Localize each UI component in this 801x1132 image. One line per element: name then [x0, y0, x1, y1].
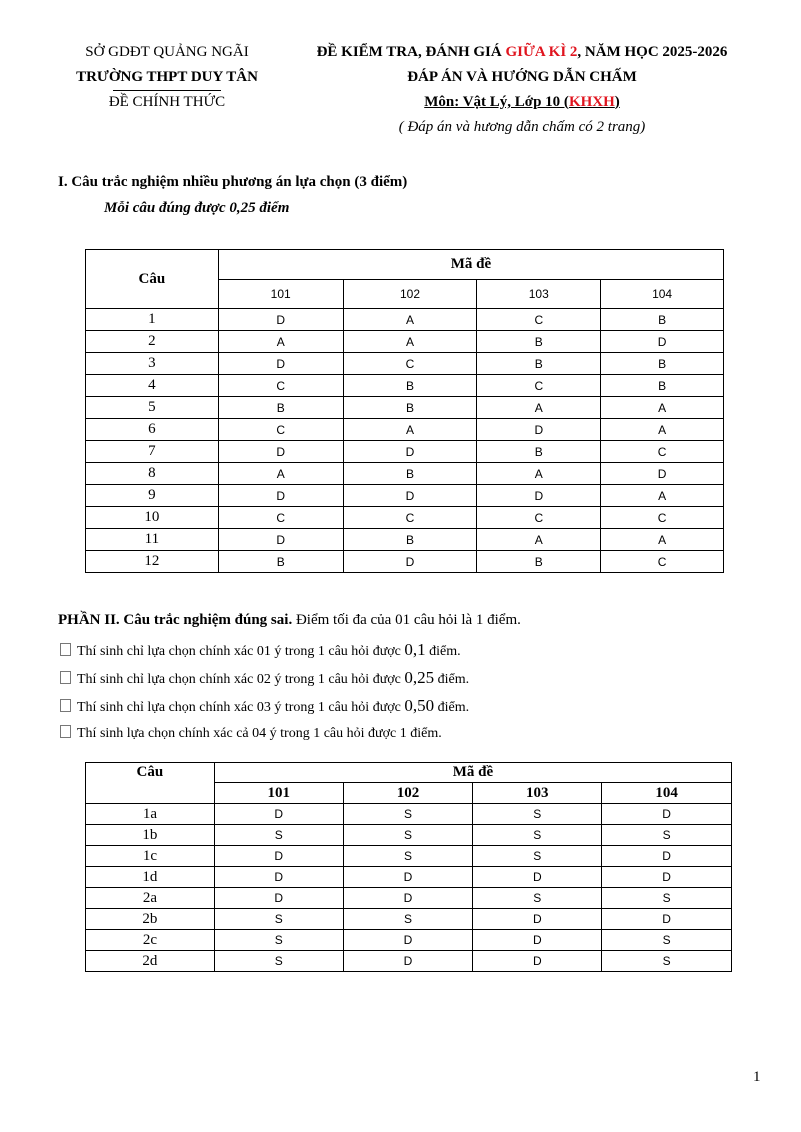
answer-cell: B — [477, 331, 601, 353]
rule-unit: điểm. — [434, 700, 470, 715]
part2-title: PHẦN II. Câu trắc nghiệm đúng sai. Điểm tối đa của 01 câu hỏi là 1 điểm. — [58, 612, 521, 628]
rule-item — [60, 720, 469, 748]
answer-cell: S — [602, 825, 732, 846]
answer-cell: D — [214, 804, 343, 825]
question-number: 10 — [86, 507, 219, 529]
answer-cell: B — [218, 551, 343, 573]
header-right — [285, 40, 759, 140]
question-number: 2 — [86, 331, 219, 353]
answer-cell: A — [477, 463, 601, 485]
table-row — [86, 419, 724, 441]
table-row — [86, 463, 724, 485]
answer-cell: B — [343, 397, 477, 419]
checkbox-glyph-icon — [60, 643, 71, 656]
part1-subtitle: Mỗi câu đúng được 0,25 điểm — [104, 200, 290, 216]
exam-subtitle: ĐÁP ÁN VÀ HƯỚNG DẪN CHẤM — [407, 69, 637, 85]
rule-score: 0,1 — [404, 640, 426, 659]
part2-group-header: Mã đề — [214, 763, 731, 783]
table-row — [86, 888, 732, 909]
answer-cell: A — [218, 331, 343, 353]
answer-cell: S — [343, 909, 473, 930]
question-item: 1c — [86, 846, 215, 867]
question-number: 9 — [86, 485, 219, 507]
answer-cell: S — [214, 909, 343, 930]
answer-cell: D — [601, 463, 724, 485]
answer-cell: S — [343, 804, 473, 825]
answer-cell: D — [343, 485, 477, 507]
question-number: 5 — [86, 397, 219, 419]
answer-cell: S — [214, 930, 343, 951]
answer-cell: D — [473, 867, 602, 888]
answer-cell: D — [602, 867, 732, 888]
answer-cell: A — [477, 397, 601, 419]
rule-score: 0,25 — [404, 668, 435, 687]
question-number: 6 — [86, 419, 219, 441]
rule-text: Thí sinh lựa chọn chính xác cả 04 ý trong 1 câu hỏi được 1 điểm. — [77, 726, 442, 741]
answer-cell: D — [218, 441, 343, 463]
part1-code-header: 104 — [601, 280, 724, 309]
answer-cell: A — [343, 419, 477, 441]
table-row — [86, 441, 724, 463]
answer-cell: C — [218, 375, 343, 397]
exam-title: ĐỀ KIỂM TRA, ĐÁNH GIÁ GIỮA KÌ 2, NĂM HỌC 2025-2026 — [316, 44, 728, 60]
part1-col-header-cau: Câu — [86, 250, 219, 309]
question-item: 1a — [86, 804, 215, 825]
checkbox-glyph-icon — [60, 699, 71, 712]
answer-cell: S — [602, 888, 732, 909]
table-row — [86, 846, 732, 867]
question-item: 1b — [86, 825, 215, 846]
question-item: 2a — [86, 888, 215, 909]
answer-cell: B — [343, 463, 477, 485]
table-row — [86, 397, 724, 419]
answer-cell: A — [218, 463, 343, 485]
question-item: 2b — [86, 909, 215, 930]
question-item: 2c — [86, 930, 215, 951]
header-left — [62, 40, 272, 115]
answer-cell: D — [343, 551, 477, 573]
answer-cell: C — [601, 507, 724, 529]
part2-code-header: 101 — [214, 783, 343, 804]
answer-cell: D — [477, 485, 601, 507]
part1-title: I. Câu trắc nghiệm nhiều phương án lựa chọn (3 điểm) — [58, 174, 408, 190]
answer-cell: C — [477, 309, 601, 331]
rule-unit: điểm. — [434, 672, 470, 687]
answer-cell: B — [477, 353, 601, 375]
question-number: 4 — [86, 375, 219, 397]
answer-cell: S — [473, 825, 602, 846]
page-number: 1 — [753, 1069, 761, 1085]
answer-cell: B — [343, 529, 477, 551]
answer-cell: A — [343, 309, 477, 331]
table-row — [86, 825, 732, 846]
part2-rules — [60, 636, 469, 748]
answer-cell: D — [343, 867, 473, 888]
question-item: 1d — [86, 867, 215, 888]
checkbox-glyph-icon — [60, 671, 71, 684]
answer-cell: S — [214, 825, 343, 846]
answer-cell: S — [343, 825, 473, 846]
answer-cell: D — [218, 309, 343, 331]
part2-answer-table — [85, 762, 732, 972]
part1-group-header: Mã đề — [218, 250, 723, 280]
answer-cell: A — [601, 397, 724, 419]
question-number: 12 — [86, 551, 219, 573]
part1-answer-table — [85, 249, 724, 573]
answer-cell: D — [343, 441, 477, 463]
answer-cell: C — [601, 441, 724, 463]
answer-cell: S — [473, 888, 602, 909]
answer-cell: D — [214, 846, 343, 867]
answer-cell: D — [214, 867, 343, 888]
answer-cell: B — [601, 353, 724, 375]
table-row — [86, 951, 732, 972]
rule-unit: điểm. — [425, 644, 461, 659]
answer-cell: C — [218, 507, 343, 529]
part1-code-header: 102 — [343, 280, 477, 309]
table-row — [86, 331, 724, 353]
answer-cell: B — [601, 375, 724, 397]
rule-item — [60, 636, 469, 664]
checkbox-glyph-icon — [60, 725, 71, 738]
answer-cell: D — [602, 846, 732, 867]
answer-cell: S — [473, 804, 602, 825]
answer-cell: D — [473, 951, 602, 972]
answer-cell: D — [218, 529, 343, 551]
table-row — [86, 375, 724, 397]
subject-line: Môn: Vật Lý, Lớp 10 (KHXH) — [424, 94, 620, 110]
question-number: 11 — [86, 529, 219, 551]
question-number: 7 — [86, 441, 219, 463]
answer-cell: C — [477, 507, 601, 529]
table-row — [86, 353, 724, 375]
table-row — [86, 507, 724, 529]
table-row — [86, 551, 724, 573]
table-row — [86, 909, 732, 930]
answer-cell: D — [214, 888, 343, 909]
answer-cell: B — [343, 375, 477, 397]
answer-cell: D — [477, 419, 601, 441]
answer-cell: S — [473, 846, 602, 867]
table-row — [86, 930, 732, 951]
answer-cell: B — [477, 441, 601, 463]
rule-score: 0,50 — [404, 696, 435, 715]
answer-cell: C — [601, 551, 724, 573]
answer-cell: D — [602, 909, 732, 930]
part2-code-header: 102 — [343, 783, 473, 804]
part2-code-header: 104 — [602, 783, 732, 804]
rule-item — [60, 692, 469, 720]
table-row — [86, 485, 724, 507]
table-row — [86, 867, 732, 888]
answer-cell: S — [214, 951, 343, 972]
answer-cell: S — [602, 930, 732, 951]
table-row — [86, 804, 732, 825]
answer-cell: D — [473, 909, 602, 930]
part1-code-header: 101 — [218, 280, 343, 309]
answer-cell: D — [343, 930, 473, 951]
part2-code-header: 103 — [473, 783, 602, 804]
answer-cell: A — [601, 419, 724, 441]
answer-cell: D — [218, 353, 343, 375]
answer-cell: C — [218, 419, 343, 441]
answer-cell: B — [477, 551, 601, 573]
part2-header-spacer — [86, 783, 215, 804]
answer-cell: A — [601, 529, 724, 551]
school-name: TRƯỜNG THPT DUY TÂN — [76, 69, 258, 85]
answer-cell: B — [218, 397, 343, 419]
answer-cell: D — [343, 888, 473, 909]
answer-cell: A — [477, 529, 601, 551]
question-number: 8 — [86, 463, 219, 485]
answer-cell: C — [343, 507, 477, 529]
rule-text: Thí sinh chỉ lựa chọn chính xác 01 ý trong 1 câu hỏi được — [77, 644, 405, 659]
question-item: 2d — [86, 951, 215, 972]
department-name: SỞ GDĐT QUẢNG NGÃI — [85, 44, 249, 60]
part2-col-header-cau: Câu — [86, 763, 215, 783]
answer-cell: D — [218, 485, 343, 507]
answer-cell: C — [343, 353, 477, 375]
question-number: 3 — [86, 353, 219, 375]
table-row — [86, 529, 724, 551]
answer-cell: S — [602, 951, 732, 972]
answer-cell: B — [601, 309, 724, 331]
answer-cell: D — [602, 804, 732, 825]
table-row — [86, 309, 724, 331]
answer-cell: A — [343, 331, 477, 353]
part1-code-header: 103 — [477, 280, 601, 309]
rule-text: Thí sinh chỉ lựa chọn chính xác 02 ý trong 1 câu hỏi được — [77, 672, 405, 687]
answer-cell: C — [477, 375, 601, 397]
answer-cell: A — [601, 485, 724, 507]
answer-cell: D — [343, 951, 473, 972]
question-number: 1 — [86, 309, 219, 331]
answer-cell: D — [601, 331, 724, 353]
official-label: ĐỀ CHÍNH THỨC — [108, 94, 226, 110]
answer-cell: S — [343, 846, 473, 867]
answer-cell: D — [473, 930, 602, 951]
page-count-note: ( Đáp án và hương dẫn chấm có 2 trang) — [398, 119, 646, 135]
rule-item — [60, 664, 469, 692]
rule-text: Thí sinh chỉ lựa chọn chính xác 03 ý trong 1 câu hỏi được — [77, 700, 405, 715]
